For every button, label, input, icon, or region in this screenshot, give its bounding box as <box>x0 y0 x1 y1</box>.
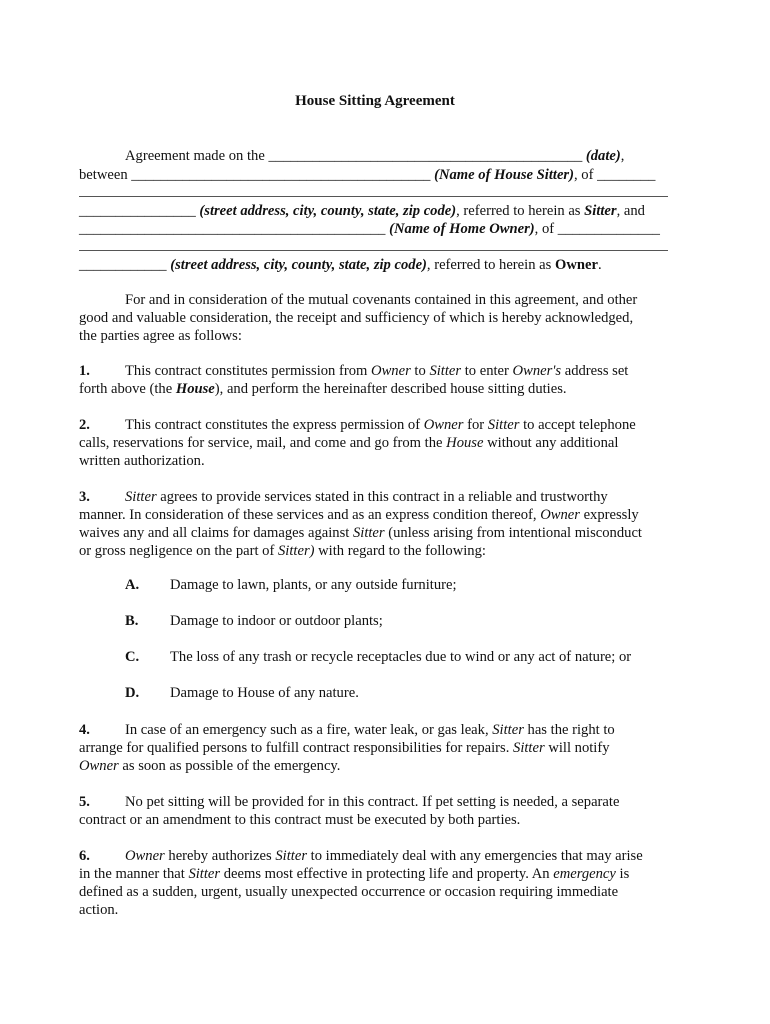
clause-6-line-3: defined as a sudden, urgent, usually unexpected occurrence or occasion requiring immediate <box>79 884 619 900</box>
agreement-date-line: Agreement made on the ___________________________________________ (date), <box>125 148 625 164</box>
owner-name-blank[interactable]: __________________________________________ <box>79 221 386 237</box>
owner-address-rule[interactable] <box>79 250 668 251</box>
clause-3-line-4: or gross negligence on the part of Sitter) with regard to the following: <box>79 543 486 559</box>
owner-address-blank[interactable]: ____________ <box>79 257 167 273</box>
sitter-address-line: ________________ (street address, city, county, state, zip code), referred to herein as Sitter, and <box>79 203 645 219</box>
owner-name-line: __________________________________________ (Name of Home Owner), of ______________ <box>79 221 660 237</box>
clause-2: 2. This contract constitutes the express permission of Owner for Sitter to accept telephone <box>79 417 636 433</box>
clause-4-line-2: arrange for qualified persons to fulfill contract responsibilities for repairs. Sitter will notify <box>79 740 610 756</box>
clause-5-line-2: contract or an amendment to this contract must be executed by both parties. <box>79 812 521 828</box>
clause-1: 1. This contract constitutes permission from Owner to Sitter to enter Owner's address set <box>79 363 629 379</box>
clause-2-line-3: written authorization. <box>79 453 205 469</box>
owner-address-line: ____________ (street address, city, county, state, zip code), referred to herein as Owner. <box>79 257 602 273</box>
sitter-address-blank[interactable]: ________________ <box>79 203 196 219</box>
clause-4: 4. In case of an emergency such as a fire, water leak, or gas leak, Sitter has the right to <box>79 722 615 738</box>
clause-4-line-3: Owner as soon as possible of the emergency. <box>79 758 341 774</box>
clause-3: 3. Sitter agrees to provide services stated in this contract in a reliable and trustworthy <box>79 489 608 505</box>
sitter-of-blank[interactable]: ________ <box>597 167 656 183</box>
intro-line: good and valuable consideration, the receipt and sufficiency of which is hereby acknowledged, <box>79 310 634 326</box>
sitter-name-line: between _________________________________________ (Name of House Sitter), of ________ <box>79 167 656 183</box>
clause-6-line-2: in the manner that Sitter deems most effective in protecting life and property. An emergency is <box>79 866 630 882</box>
sitter-name-blank[interactable]: _________________________________________ <box>131 167 431 183</box>
sitter-address-rule[interactable] <box>79 196 668 197</box>
date-blank[interactable]: ___________________________________________ <box>268 148 583 164</box>
page-title: House Sitting Agreement <box>295 93 455 109</box>
clause-3-line-3: waives any and all claims for damages against Sitter (unless arising from intentional misconduct <box>79 525 642 541</box>
clause-6-line-4: action. <box>79 902 119 918</box>
clause-6: 6. Owner hereby authorizes Sitter to immediately deal with any emergencies that may arise <box>79 848 643 864</box>
document-page: House Sitting Agreement Agreement made on the ___________________________________________ (date), between _________________________________________ (Name of House Sitter), of ________ ________________ (street address, city, county, state, zip code), referred to herein as Sitter, and __________________________________________ (Name of Home Owner), of ______________ ____________ (street address, city, county, state, zip code), referred to herein as Owner. For and in consideration of the mutual covenants contained in this agreement, and other good and valuable consideration, the receipt and sufficiency of which is hereby acknowledged, the parties agree as follows: 1. This contract constitutes permission from Owner to Sitter to enter Owner's address set forth above (the House), and perform the hereinafter described house sitting duties. 2. This contract constitutes the express permission of Owner for Sitter to accept telephone calls, reservations for service, mail, and come and go from the House without any additional written authorization. 3. Sitter agrees to provide services stated in this contract in a reliable and trustworthy manner. In consideration of these services and as an express condition thereof, Owner expressly waives any and all claims for damages against Sitter (unless arising from intentional misconduct or gross negligence on the part of Sitter) with regard to the following: A. Damage to lawn, plants, or any outside furniture; B. Damage to indoor or outdoor plants; C. The loss of any trash or recycle receptacles due to wind or any act of nature; or D. Damage to House of any nature. 4. In case of an emergency such as a fire, water leak, or gas leak, Sitter has the right to arrange for qualified persons to fulfill contract responsibilities for repairs. Sitter will notify Owner as soon as possible of the emergency. 5. No pet sitting will be provided for in this contract. If pet setting is needed, a separate contract or an amendment to this contract must be executed by both parties. 6. Owner hereby authorizes Sitter to immediately deal with any emergencies that may arise in the manner that Sitter deems most effective in protecting life and property. An emergency is defined as a sudden, urgent, usually unexpected occurrence or occasion requiring immediate action. <box>0 0 770 1024</box>
clause-1-line-2: forth above (the House), and perform the hereinafter described house sitting duties. <box>79 381 567 397</box>
owner-of-blank[interactable]: ______________ <box>557 221 660 237</box>
clause-5: 5. No pet sitting will be provided for in this contract. If pet setting is needed, a separate <box>79 794 620 810</box>
intro-line: the parties agree as follows: <box>79 328 242 344</box>
clause-3-line-2: manner. In consideration of these services and as an express condition thereof, Owner expressly <box>79 507 639 523</box>
intro-line: For and in consideration of the mutual covenants contained in this agreement, and other <box>125 292 638 308</box>
clause-2-line-2: calls, reservations for service, mail, and come and go from the House without any additional <box>79 435 619 451</box>
